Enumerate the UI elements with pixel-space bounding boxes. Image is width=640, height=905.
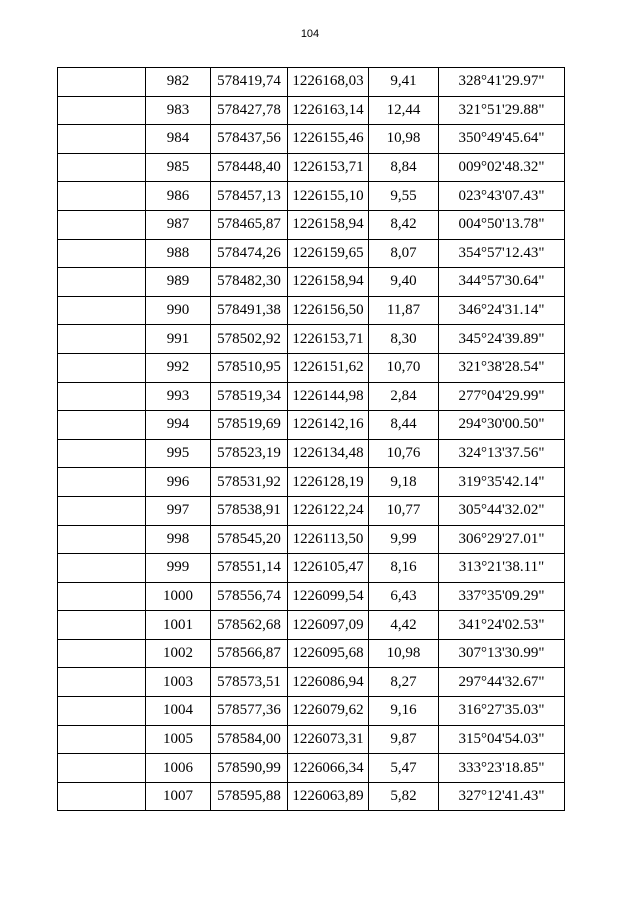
blank-cell xyxy=(58,210,146,239)
point-number-cell: 1001 xyxy=(146,611,211,640)
length-cell: 9,41 xyxy=(369,68,439,97)
table-row xyxy=(58,125,565,154)
blank-cell xyxy=(58,125,146,154)
table-row xyxy=(58,353,565,382)
direction-angle-cell: 277°04'29.99" xyxy=(439,382,565,411)
blank-cell xyxy=(58,353,146,382)
blank-cell xyxy=(58,639,146,668)
length-cell: 10,76 xyxy=(369,439,439,468)
blank-cell xyxy=(58,439,146,468)
table-row xyxy=(58,411,565,440)
x-coordinate-cell: 578465,87 xyxy=(211,210,288,239)
x-coordinate-cell: 578427,78 xyxy=(211,96,288,125)
length-cell: 11,87 xyxy=(369,296,439,325)
direction-angle-cell: 346°24'31.14" xyxy=(439,296,565,325)
x-coordinate-cell: 578595,88 xyxy=(211,782,288,811)
x-coordinate-cell: 578584,00 xyxy=(211,725,288,754)
point-number-cell: 1005 xyxy=(146,725,211,754)
direction-angle-cell: 328°41'29.97" xyxy=(439,68,565,97)
table-row xyxy=(58,554,565,583)
direction-angle-cell: 315°04'54.03" xyxy=(439,725,565,754)
table-row xyxy=(58,611,565,640)
y-coordinate-cell: 1226079,62 xyxy=(288,697,369,726)
point-number-cell: 1006 xyxy=(146,754,211,783)
point-number-cell: 991 xyxy=(146,325,211,354)
length-cell: 10,98 xyxy=(369,639,439,668)
x-coordinate-cell: 578482,30 xyxy=(211,268,288,297)
x-coordinate-cell: 578566,87 xyxy=(211,639,288,668)
point-number-cell: 1003 xyxy=(146,668,211,697)
blank-cell xyxy=(58,239,146,268)
x-coordinate-cell: 578491,38 xyxy=(211,296,288,325)
length-cell: 10,70 xyxy=(369,353,439,382)
point-number-cell: 1007 xyxy=(146,782,211,811)
y-coordinate-cell: 1226122,24 xyxy=(288,496,369,525)
point-number-cell: 997 xyxy=(146,496,211,525)
blank-cell xyxy=(58,782,146,811)
blank-cell xyxy=(58,611,146,640)
y-coordinate-cell: 1226156,50 xyxy=(288,296,369,325)
table-row xyxy=(58,382,565,411)
x-coordinate-cell: 578474,26 xyxy=(211,239,288,268)
blank-cell xyxy=(58,496,146,525)
blank-cell xyxy=(58,468,146,497)
length-cell: 9,99 xyxy=(369,525,439,554)
x-coordinate-cell: 578531,92 xyxy=(211,468,288,497)
x-coordinate-cell: 578545,20 xyxy=(211,525,288,554)
x-coordinate-cell: 578523,19 xyxy=(211,439,288,468)
direction-angle-cell: 297°44'32.67" xyxy=(439,668,565,697)
y-coordinate-cell: 1226142,16 xyxy=(288,411,369,440)
blank-cell xyxy=(58,182,146,211)
blank-cell xyxy=(58,411,146,440)
table-row xyxy=(58,754,565,783)
blank-cell xyxy=(58,296,146,325)
table-row xyxy=(58,182,565,211)
point-number-cell: 992 xyxy=(146,353,211,382)
direction-angle-cell: 316°27'35.03" xyxy=(439,697,565,726)
point-number-cell: 1002 xyxy=(146,639,211,668)
table-row xyxy=(58,153,565,182)
y-coordinate-cell: 1226153,71 xyxy=(288,153,369,182)
point-number-cell: 984 xyxy=(146,125,211,154)
x-coordinate-cell: 578502,92 xyxy=(211,325,288,354)
point-number-cell: 1000 xyxy=(146,582,211,611)
blank-cell xyxy=(58,668,146,697)
table-row xyxy=(58,468,565,497)
blank-cell xyxy=(58,68,146,97)
direction-angle-cell: 327°12'41.43" xyxy=(439,782,565,811)
y-coordinate-cell: 1226066,34 xyxy=(288,754,369,783)
table-body xyxy=(58,68,565,811)
y-coordinate-cell: 1226063,89 xyxy=(288,782,369,811)
length-cell: 8,42 xyxy=(369,210,439,239)
length-cell: 8,30 xyxy=(369,325,439,354)
direction-angle-cell: 009°02'48.32" xyxy=(439,153,565,182)
y-coordinate-cell: 1226105,47 xyxy=(288,554,369,583)
point-number-cell: 1004 xyxy=(146,697,211,726)
length-cell: 9,16 xyxy=(369,697,439,726)
x-coordinate-cell: 578457,13 xyxy=(211,182,288,211)
direction-angle-cell: 321°38'28.54" xyxy=(439,353,565,382)
direction-angle-cell: 294°30'00.50" xyxy=(439,411,565,440)
y-coordinate-cell: 1226113,50 xyxy=(288,525,369,554)
blank-cell xyxy=(58,382,146,411)
x-coordinate-cell: 578562,68 xyxy=(211,611,288,640)
direction-angle-cell: 341°24'02.53" xyxy=(439,611,565,640)
table-row xyxy=(58,296,565,325)
x-coordinate-cell: 578448,40 xyxy=(211,153,288,182)
length-cell: 8,84 xyxy=(369,153,439,182)
blank-cell xyxy=(58,697,146,726)
length-cell: 8,07 xyxy=(369,239,439,268)
blank-cell xyxy=(58,325,146,354)
point-number-cell: 993 xyxy=(146,382,211,411)
direction-angle-cell: 354°57'12.43" xyxy=(439,239,565,268)
length-cell: 8,16 xyxy=(369,554,439,583)
direction-angle-cell: 324°13'37.56" xyxy=(439,439,565,468)
table-row xyxy=(58,96,565,125)
direction-angle-cell: 307°13'30.99" xyxy=(439,639,565,668)
y-coordinate-cell: 1226151,62 xyxy=(288,353,369,382)
point-number-cell: 986 xyxy=(146,182,211,211)
length-cell: 6,43 xyxy=(369,582,439,611)
point-number-cell: 983 xyxy=(146,96,211,125)
direction-angle-cell: 305°44'32.02" xyxy=(439,496,565,525)
point-number-cell: 996 xyxy=(146,468,211,497)
length-cell: 8,44 xyxy=(369,411,439,440)
y-coordinate-cell: 1226134,48 xyxy=(288,439,369,468)
direction-angle-cell: 319°35'42.14" xyxy=(439,468,565,497)
blank-cell xyxy=(58,153,146,182)
x-coordinate-cell: 578437,56 xyxy=(211,125,288,154)
table-row xyxy=(58,668,565,697)
table-row xyxy=(58,239,565,268)
page-number: 104 xyxy=(300,28,320,40)
blank-cell xyxy=(58,725,146,754)
blank-cell xyxy=(58,268,146,297)
length-cell: 9,87 xyxy=(369,725,439,754)
length-cell: 12,44 xyxy=(369,96,439,125)
x-coordinate-cell: 578538,91 xyxy=(211,496,288,525)
direction-angle-cell: 333°23'18.85" xyxy=(439,754,565,783)
table-row xyxy=(58,525,565,554)
length-cell: 5,82 xyxy=(369,782,439,811)
x-coordinate-cell: 578419,74 xyxy=(211,68,288,97)
direction-angle-cell: 350°49'45.64" xyxy=(439,125,565,154)
length-cell: 4,42 xyxy=(369,611,439,640)
blank-cell xyxy=(58,754,146,783)
y-coordinate-cell: 1226095,68 xyxy=(288,639,369,668)
table-row xyxy=(58,782,565,811)
point-number-cell: 999 xyxy=(146,554,211,583)
blank-cell xyxy=(58,582,146,611)
x-coordinate-cell: 578577,36 xyxy=(211,697,288,726)
y-coordinate-cell: 1226097,09 xyxy=(288,611,369,640)
y-coordinate-cell: 1226153,71 xyxy=(288,325,369,354)
table-row xyxy=(58,496,565,525)
x-coordinate-cell: 578590,99 xyxy=(211,754,288,783)
length-cell: 9,18 xyxy=(369,468,439,497)
table-row xyxy=(58,639,565,668)
point-number-cell: 982 xyxy=(146,68,211,97)
y-coordinate-cell: 1226155,46 xyxy=(288,125,369,154)
blank-cell xyxy=(58,525,146,554)
point-number-cell: 995 xyxy=(146,439,211,468)
x-coordinate-cell: 578551,14 xyxy=(211,554,288,583)
table-row xyxy=(58,325,565,354)
blank-cell xyxy=(58,96,146,125)
length-cell: 5,47 xyxy=(369,754,439,783)
y-coordinate-cell: 1226099,54 xyxy=(288,582,369,611)
table-row xyxy=(58,68,565,97)
x-coordinate-cell: 578519,69 xyxy=(211,411,288,440)
direction-angle-cell: 313°21'38.11" xyxy=(439,554,565,583)
table-row xyxy=(58,697,565,726)
direction-angle-cell: 306°29'27.01" xyxy=(439,525,565,554)
direction-angle-cell: 345°24'39.89" xyxy=(439,325,565,354)
y-coordinate-cell: 1226159,65 xyxy=(288,239,369,268)
y-coordinate-cell: 1226144,98 xyxy=(288,382,369,411)
y-coordinate-cell: 1226163,14 xyxy=(288,96,369,125)
length-cell: 8,27 xyxy=(369,668,439,697)
table-row xyxy=(58,582,565,611)
y-coordinate-cell: 1226155,10 xyxy=(288,182,369,211)
direction-angle-cell: 321°51'29.88" xyxy=(439,96,565,125)
table-row xyxy=(58,268,565,297)
x-coordinate-cell: 578573,51 xyxy=(211,668,288,697)
blank-cell xyxy=(58,554,146,583)
x-coordinate-cell: 578510,95 xyxy=(211,353,288,382)
point-number-cell: 994 xyxy=(146,411,211,440)
point-number-cell: 987 xyxy=(146,210,211,239)
point-number-cell: 998 xyxy=(146,525,211,554)
direction-angle-cell: 344°57'30.64" xyxy=(439,268,565,297)
coordinates-table xyxy=(57,67,565,811)
y-coordinate-cell: 1226158,94 xyxy=(288,210,369,239)
point-number-cell: 990 xyxy=(146,296,211,325)
y-coordinate-cell: 1226073,31 xyxy=(288,725,369,754)
length-cell: 9,55 xyxy=(369,182,439,211)
y-coordinate-cell: 1226168,03 xyxy=(288,68,369,97)
x-coordinate-cell: 578556,74 xyxy=(211,582,288,611)
length-cell: 2,84 xyxy=(369,382,439,411)
y-coordinate-cell: 1226128,19 xyxy=(288,468,369,497)
direction-angle-cell: 023°43'07.43" xyxy=(439,182,565,211)
direction-angle-cell: 004°50'13.78" xyxy=(439,210,565,239)
table-row xyxy=(58,725,565,754)
table-row xyxy=(58,439,565,468)
y-coordinate-cell: 1226158,94 xyxy=(288,268,369,297)
length-cell: 9,40 xyxy=(369,268,439,297)
x-coordinate-cell: 578519,34 xyxy=(211,382,288,411)
table-row xyxy=(58,210,565,239)
direction-angle-cell: 337°35'09.29" xyxy=(439,582,565,611)
length-cell: 10,98 xyxy=(369,125,439,154)
point-number-cell: 989 xyxy=(146,268,211,297)
y-coordinate-cell: 1226086,94 xyxy=(288,668,369,697)
length-cell: 10,77 xyxy=(369,496,439,525)
point-number-cell: 988 xyxy=(146,239,211,268)
point-number-cell: 985 xyxy=(146,153,211,182)
